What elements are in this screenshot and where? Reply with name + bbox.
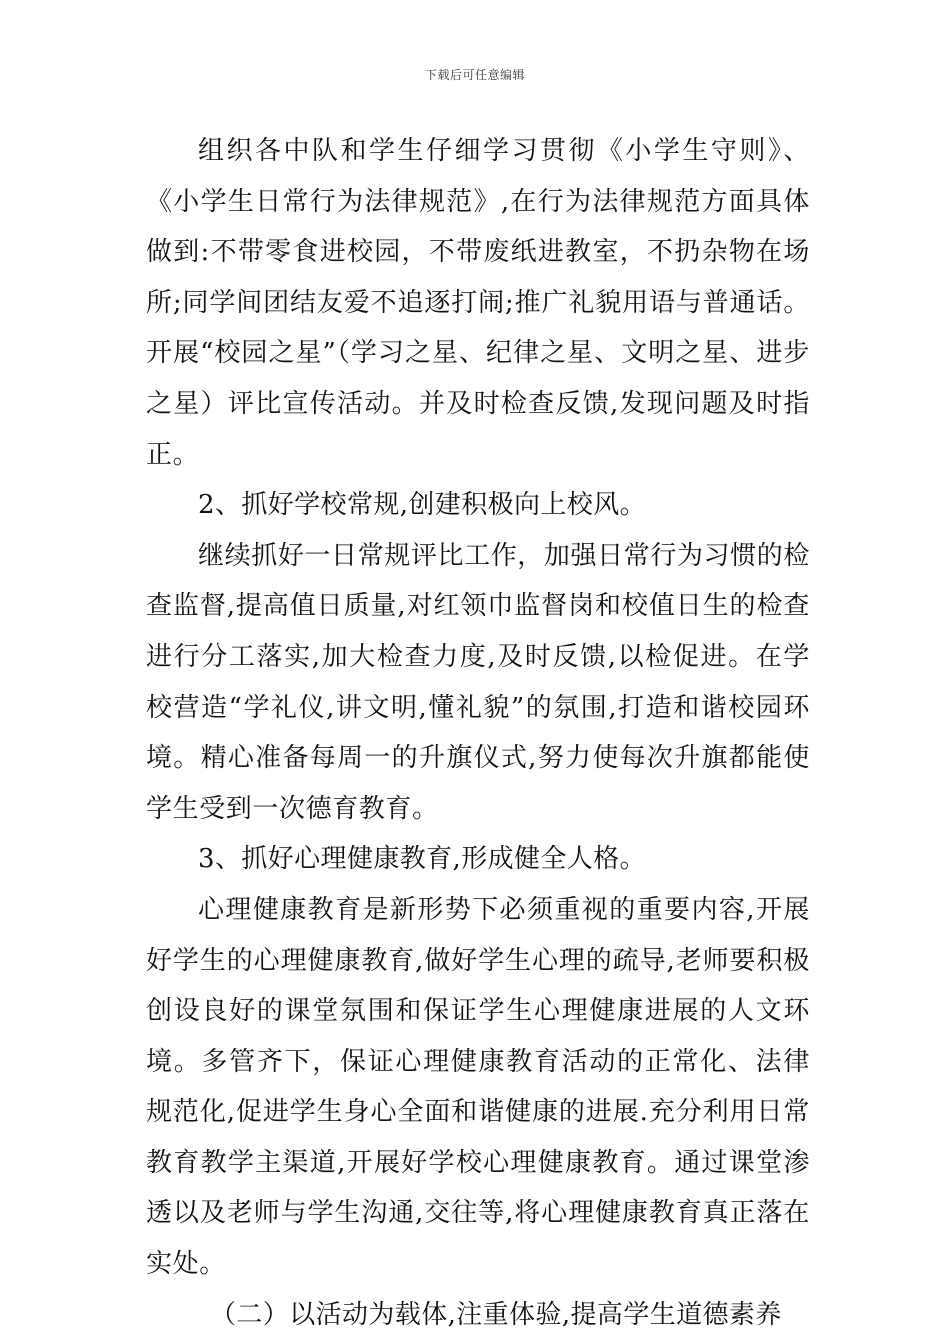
- paragraph-mental-health: 心理健康教育是新形势下必须重视的重要内容,开展好学生的心理健康教育,做好学生心理的疏导,老师要积极创设良好的课堂氛围和保证学生心理健康进展的人文环境。多管齐下，保证心理健康教育活动的正常化、法律规范化,促进学生身心全面和谐健康的进展.充分利用日常教育教学主渠道,开展好学校心理健康教育。通过课堂渗透以及老师与学生沟通,交往等,将心理健康教育真正落在实处。: [146, 894, 810, 1280]
- document-body: [146, 126, 810, 1340]
- paragraph-daily-routine: 继续抓好一日常规评比工作，加强日常行为习惯的检查监督,提高值日质量,对红领巾监督岗和校值日生的检查进行分工落实,加大检查力度,及时反馈,以检促进。在学校营造“学礼仪,讲文明,懂礼貌”的氛围,打造和谐校园环境。精心准备每周一的升旗仪式,努力使每次升旗都能使学生受到一次德育教育。: [146, 540, 810, 824]
- section-heading-school-routine: 2、抓好学校常规,创建积极向上校风。: [198, 490, 647, 521]
- paragraph-code-of-conduct: 组织各中队和学生仔细学习贯彻《小学生守则》、《小学生日常行为法律规范》,在行为法律规范方面具体做到:不带零食进校园，不带废纸进教室，不扔杂物在场所;同学间团结友爱不追逐打闹;推广礼貌用语与普通话。开展“校园之星”（学习之星、纪律之星、文明之星、进步之星）评比宣传活动。并及时检查反馈,发现问题及时指正。: [146, 136, 810, 470]
- section-heading-mental-health: 3、抓好心理健康教育,形成健全人格。: [198, 844, 647, 875]
- page-header: 下载后可任意编辑: [424, 68, 525, 82]
- section-heading-activities: （二）以活动为载体,注重体验,提高学生道德素养: [210, 1299, 782, 1330]
